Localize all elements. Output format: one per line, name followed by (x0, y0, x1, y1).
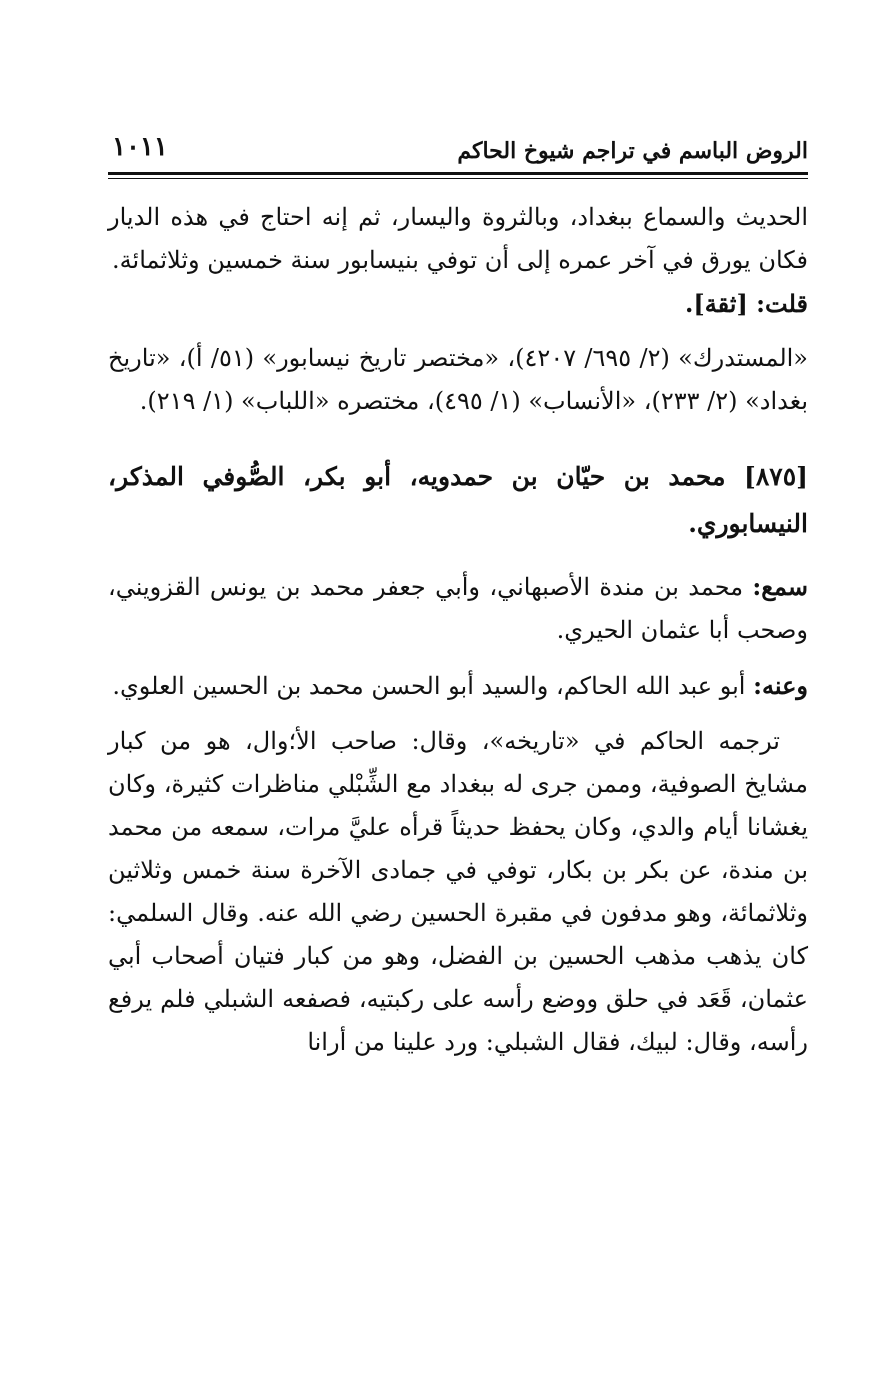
from-him-text: أبو عبد الله الحاكم، والسيد أبو الحسن محمد بن الحسين العلوي. (112, 672, 746, 700)
paragraph-continuation: الحديث والسماع ببغداد، وبالثروة واليسار، ثم إنه احتاج في هذه الديار فكان يورق في آخر عمره إلى أن توفي بنيسابور سنة خمسين وثلاثمائة. (108, 203, 808, 274)
from-him-label: وعنه: (753, 671, 808, 700)
page-body (108, 196, 808, 1064)
heard-label: سمع: (752, 572, 808, 601)
page-header (108, 128, 808, 172)
header-rule-thick (108, 172, 808, 175)
header-rule-thin (108, 178, 808, 179)
heard-paragraph (108, 565, 808, 652)
heard-text: محمد بن مندة الأصبهاني، وأبي جعفر محمد بن يونس القزويني، وصحب أبا عثمان الحيري. (108, 573, 808, 644)
from-him-paragraph (108, 664, 808, 708)
biography-paragraph: ترجمه الحاكم في «تاريخه»، وقال: صاحب الأ؛وال، هو من كبار مشايخ الصوفية، وممن جرى له ببغداد مع الشِّبْلي مناظرات كثيرة، وكان يغشانا أيام والدي، وكان يحفظ حديثاً قرأه عليَّ مرات، سمعه من محمد بن مندة، عن بكر بن بكار، توفي في جمادى الآخرة سنة خمس وثلاثين وثلاثمائة، وهو مدفون في مقبرة الحسين رضي الله عنه. وقال السلمي: كان يذهب مذهب الحسين بن الفضل، وهو من كبار فتيان أصحاب أبي عثمان، قَعَد في حلق ووضع رأسه على ركبتيه، فصفعه الشبلي فلم يرفع رأسه، وقال: لبيك، فقال الشبلي: ورد علينا من أرانا (108, 727, 808, 1056)
sources-paragraph: «المستدرك» (٢/ ٦٩٥/ ٤٢٠٧)، «مختصر تاريخ نيسابور» (٥١/ أ)، «تاريخ بغداد» (٢/ ٢٣٣)، «الأنساب» (١/ ٤٩٥)، مختصره «اللباب» (١/ ٢١٩). (108, 344, 808, 415)
page-number: ١٠١١ (112, 132, 168, 162)
verdict: قلت: [ثقة]. (685, 289, 808, 318)
running-title: الروض الباسم في تراجم شيوخ الحاكم (457, 138, 808, 164)
entry-title: [٨٧٥] محمد بن حيّان بن حمدويه، أبو بكر، الصُّوفي المذكر، النيسابوري. (108, 462, 808, 538)
